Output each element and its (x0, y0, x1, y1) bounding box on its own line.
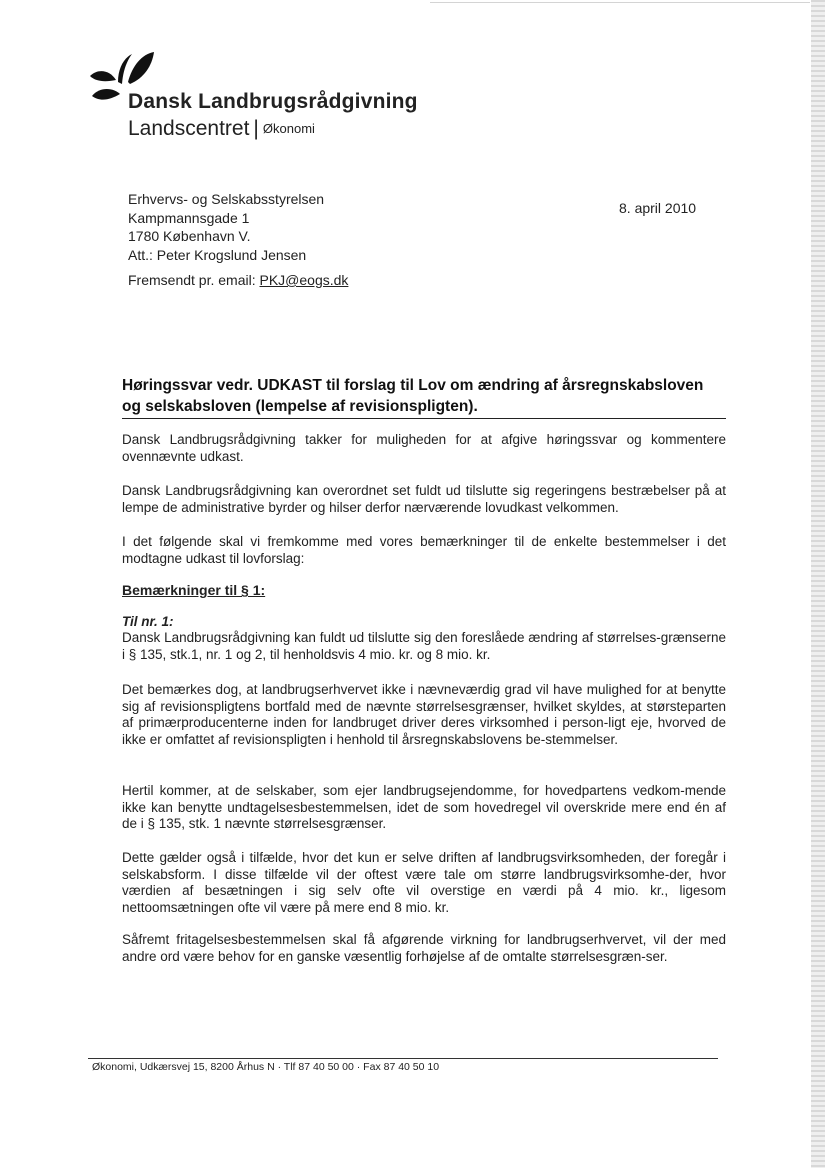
paragraph: Dansk Landbrugsrådgivning kan fuldt ud tilslutte sig den foreslåede ændring af størrelses-grænserne i § 135, stk.1, nr. 1 og 2, til henholdsvis 4 mio. kr. og 8 mio. kr. (122, 630, 726, 662)
email-link[interactable]: PKJ@eogs.dk (259, 272, 349, 288)
logo-separator: | (253, 117, 259, 140)
recipient-address (128, 190, 324, 264)
paragraph: I det følgende skal vi fremkomme med vores bemærkninger til de enkelte bestemmelser i det modtagne udkast til lovforslag: (122, 534, 726, 566)
scan-edge (811, 0, 825, 1168)
paragraph: Såfremt fritagelsesbestemmelsen skal få afgørende virkning for landbrugserhvervet, vil der med andre ord være behov for en ganske væsentlig forhøjelse af de omtalte størrelsesgræn-ser. (122, 932, 726, 964)
sub-heading: Til nr. 1: (122, 614, 174, 629)
letter-date: 8. april 2010 (619, 200, 697, 216)
logo-subtitle-text: Landscentret (128, 117, 250, 140)
paragraph: Dette gælder også i tilfælde, hvor det kun er selve driften af landbrugsvirksomheden, der foregår i selskabsform. I disse tilfælde vil der oftest være tale om større landbrugsvirksomhe-der, hvor værdien af besætningen i sig selv ofte vil overstige en værdi på 4 mio. kr., ligesom nettoomsætningen ofte vil være på mere end 8 mio. kr. (122, 850, 726, 915)
address-line: Kampmannsgade 1 (128, 209, 250, 226)
footer-contact: Økonomi, Udkærsvej 15, 8200 Århus N · Tlf 87 40 50 00 · Fax 87 40 50 10 (92, 1061, 440, 1073)
subject-heading: Høringssvar vedr. UDKAST til forslag til Lov om ændring af årsregnskabsloven og selskabsloven (lempelse af revisionspligten). (122, 377, 704, 415)
scan-edge-top (430, 2, 810, 3)
paragraph: Dansk Landbrugsrådgivning kan overordnet set fuldt ud tilslutte sig regeringens bestræbelser på at lempe de administrative byrder og hilser derfor nærværende lovudkast velkommen. (122, 483, 726, 515)
address-line: Erhvervs- og Selskabsstyrelsen (128, 191, 325, 207)
paragraph: Hertil kommer, at de selskaber, som ejer landbrugsejendomme, for hovedpartens vedkom-mende ikke kan benytte undtagelsesbestemmelsen, idet de som hovedregel vil overskride mere end én af de i § 135, stk. 1 nævnte størrelsesgrænser. (122, 783, 726, 831)
logo-department: Økonomi (262, 121, 315, 136)
paragraph: Det bemærkes dog, at landbrugserhvervet ikke i nævneværdig grad vil have mulighed for at benytte sig af revisionspligtens bortfald med de nævnte størrelsesgrænser, hvilket skyldes, at størsteparten af primærproducenterne inden for landbruget driver deres virksomhed i person-ligt eje, hvorved de ikke er omfattet af revisionspligten i henhold til årsregnskabslovens be-stemmelser. (122, 682, 726, 747)
subject-underline (122, 418, 726, 419)
section-heading: Bemærkninger til § 1: (122, 582, 266, 598)
address-line: Att.: Peter Krogslund Jensen (128, 246, 307, 263)
sent-by-email (128, 272, 348, 288)
sent-label: Fremsendt pr. email: (128, 272, 256, 288)
paragraph: Dansk Landbrugsrådgivning takker for muligheden for at afgive høringssvar og kommentere ovennævnte udkast. (122, 432, 726, 464)
address-line: 1780 København V. (128, 228, 251, 244)
footer-rule (88, 1058, 718, 1059)
logo-title: Dansk Landbrugsrådgivning (128, 90, 418, 113)
company-logo (88, 48, 418, 148)
logo-subtitle (128, 117, 315, 141)
